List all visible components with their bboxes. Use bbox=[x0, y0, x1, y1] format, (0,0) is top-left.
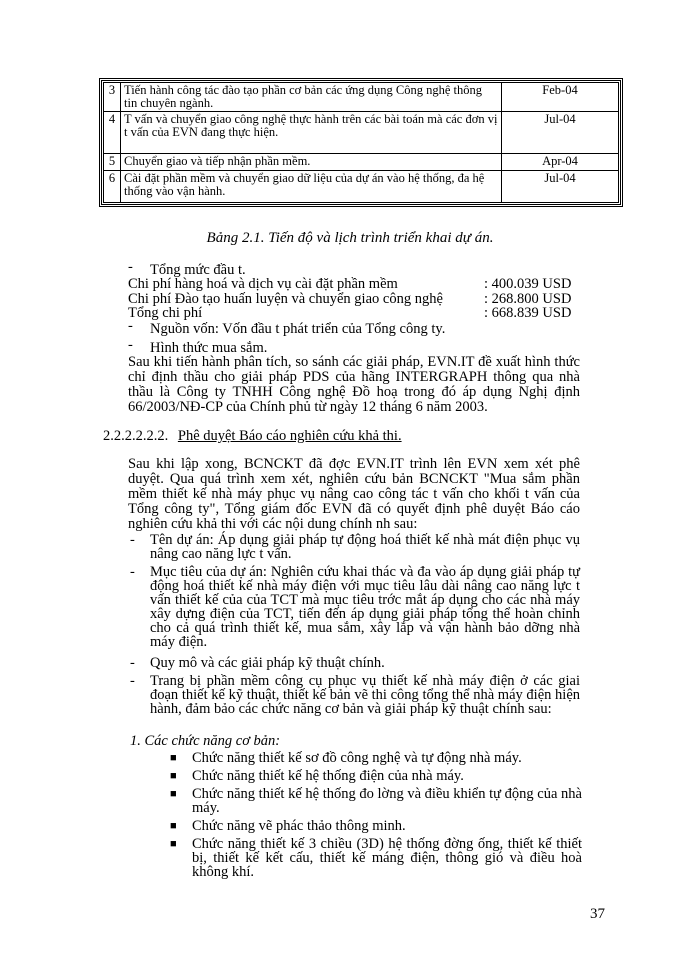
dash-bullet: - bbox=[128, 337, 133, 353]
investment-title: Tổng mức đầu t. bbox=[150, 262, 246, 278]
cost-training-label: Chi phí Đào tạo huấn luyện và chuyển giao công nghệ bbox=[128, 291, 443, 307]
function-item: Chức năng thiết kế 3 chiều (3D) hệ thống đờng ống, thiết kế thiết bị, thiết kế kết cấu, thiết kế máng điện, thông gió và điều hoà không khí. bbox=[192, 836, 582, 880]
dash-bullet: - bbox=[130, 655, 135, 671]
cost-total-value: : 668.839 USD bbox=[484, 305, 572, 321]
function-item: Chức năng vẽ phác thảo thông minh. bbox=[192, 818, 406, 834]
functions-heading: 1. Các chức năng cơ bản: bbox=[130, 733, 281, 749]
row-task: T vấn và chuyển giao công nghệ thực hành trên các bài toán mà các đơn vị t vấn của EVN đang thực hiện. bbox=[121, 112, 502, 154]
square-bullet-icon: ■ bbox=[170, 820, 177, 832]
table-row bbox=[104, 154, 619, 171]
row-number: 4 bbox=[104, 112, 121, 154]
table-row bbox=[104, 83, 619, 112]
row-date: Jul-04 bbox=[502, 171, 619, 203]
purchase-text: Hình thức mua sắm. bbox=[150, 340, 268, 356]
table-row bbox=[104, 112, 619, 154]
cost-goods-value: : 400.039 USD bbox=[484, 276, 572, 292]
section-title: Phê duyệt Báo cáo nghiên cứu khả thi. bbox=[177, 428, 402, 444]
bullet-objective: Mục tiêu của dự án: Nghiên cứu khai thác và đa vào áp dụng giải pháp tự động hoá thiết kế nhà máy điện với mục tiêu lâu dài nâng cao năng lực t vấn thiết kế của của TCT mà mục tiêu trớc mắt áp dụng cho các nhà máy xây dựng điện của TCT, tiến đến áp dụng giải pháp tổng thể hoàn chỉnh cho cả quá trình thiết kế, mua sắm, xây lắp và vận hành bảo dỡng nhà máy điện. bbox=[150, 564, 580, 650]
bullet-project-name: Tên dự án: Áp dụng giải pháp tự động hoá thiết kế nhà mát điện phục vụ nâng cao năng lực t vấn. bbox=[150, 532, 580, 562]
dash-bullet: - bbox=[130, 564, 135, 580]
bullet-scale: Quy mô và các giải pháp kỹ thuật chính. bbox=[150, 655, 385, 671]
row-number: 5 bbox=[104, 154, 121, 171]
square-bullet-icon: ■ bbox=[170, 752, 177, 764]
row-date: Feb-04 bbox=[502, 83, 619, 112]
funding-text: Nguồn vốn: Vốn đầu t phát triển của Tổng công ty. bbox=[150, 321, 446, 337]
paragraph-approval: Sau khi lập xong, BCNCKT đã đợc EVN.IT trình lên EVN xem xét phê duyệt. Qua quá trình xem xét, nghiên cứu bản BCNCKT "Mua sắm phần mềm thiết kế nhà máy phục vụ nâng cao công tác t vấn cho khối t vấn của Tổng công ty", Tổng giám đốc EVN đã có quyết định phê duyệt Báo cáo nghiên cứu khả thi với các nội dung chính nh sau: bbox=[128, 456, 580, 532]
function-item: Chức năng thiết kế hệ thống điện của nhà máy. bbox=[192, 768, 464, 784]
dash-bullet: - bbox=[130, 532, 135, 548]
row-date: Apr-04 bbox=[502, 154, 619, 171]
function-item: Chức năng thiết kế hệ thống đo lờng và điều khiển tự động của nhà máy. bbox=[192, 786, 582, 816]
function-item: Chức năng thiết kế sơ đồ công nghệ và tự động nhà máy. bbox=[192, 750, 522, 766]
dash-bullet: - bbox=[130, 673, 135, 689]
section-heading bbox=[103, 428, 402, 445]
square-bullet-icon: ■ bbox=[170, 770, 177, 782]
table-row bbox=[104, 171, 619, 203]
bullet-software: Trang bị phần mềm công cụ phục vụ thiết kế nhà máy điện ở các giai đoạn thiết kế kỹ thuật, thiết kế bản vẽ thi công tổng thể nhà máy điện hiện hành, đảm bảo các chức năng cơ bản và giải pháp kỹ thuật chính sau: bbox=[150, 673, 580, 717]
cost-total-label: Tổng chi phí bbox=[128, 305, 203, 321]
section-number: 2.2.2.2.2.2. bbox=[103, 428, 169, 444]
page-number: 37 bbox=[590, 906, 605, 922]
cost-training-value: : 268.800 USD bbox=[484, 291, 572, 307]
paragraph-selection: Sau khi tiến hành phân tích, so sánh các giải pháp, EVN.IT đề xuất hình thức chỉ định thầu cho giải pháp PDS của hãng INTERGRAPH thông qua nhà thầu là Công ty TNHH Công nghệ Đồ hoạ trong đó áp dụng Nghị định 66/2003/NĐ-CP của Chính phủ từ ngày 12 tháng 6 năm 2003. bbox=[128, 354, 580, 415]
dash-bullet: - bbox=[128, 318, 133, 334]
row-number: 3 bbox=[104, 83, 121, 112]
row-number: 6 bbox=[104, 171, 121, 203]
row-date: Jul-04 bbox=[502, 112, 619, 154]
schedule-table bbox=[103, 82, 619, 203]
square-bullet-icon: ■ bbox=[170, 788, 177, 800]
dash-bullet: - bbox=[128, 259, 133, 275]
row-task: Tiến hành công tác đào tạo phần cơ bản các ứng dụng Công nghệ thông tin chuyên ngành. bbox=[121, 83, 502, 112]
square-bullet-icon: ■ bbox=[170, 838, 177, 850]
row-task: Chuyển giao và tiếp nhận phần mềm. bbox=[121, 154, 502, 171]
row-task: Cài đặt phần mềm và chuyển giao dữ liệu của dự án vào hệ thống, đa hệ thống vào vận hành. bbox=[121, 171, 502, 203]
table-caption: Bảng 2.1. Tiến độ và lịch trình triển khai dự án. bbox=[206, 230, 494, 246]
cost-goods-label: Chi phí hàng hoá và dịch vụ cài đặt phần mềm bbox=[128, 276, 398, 292]
